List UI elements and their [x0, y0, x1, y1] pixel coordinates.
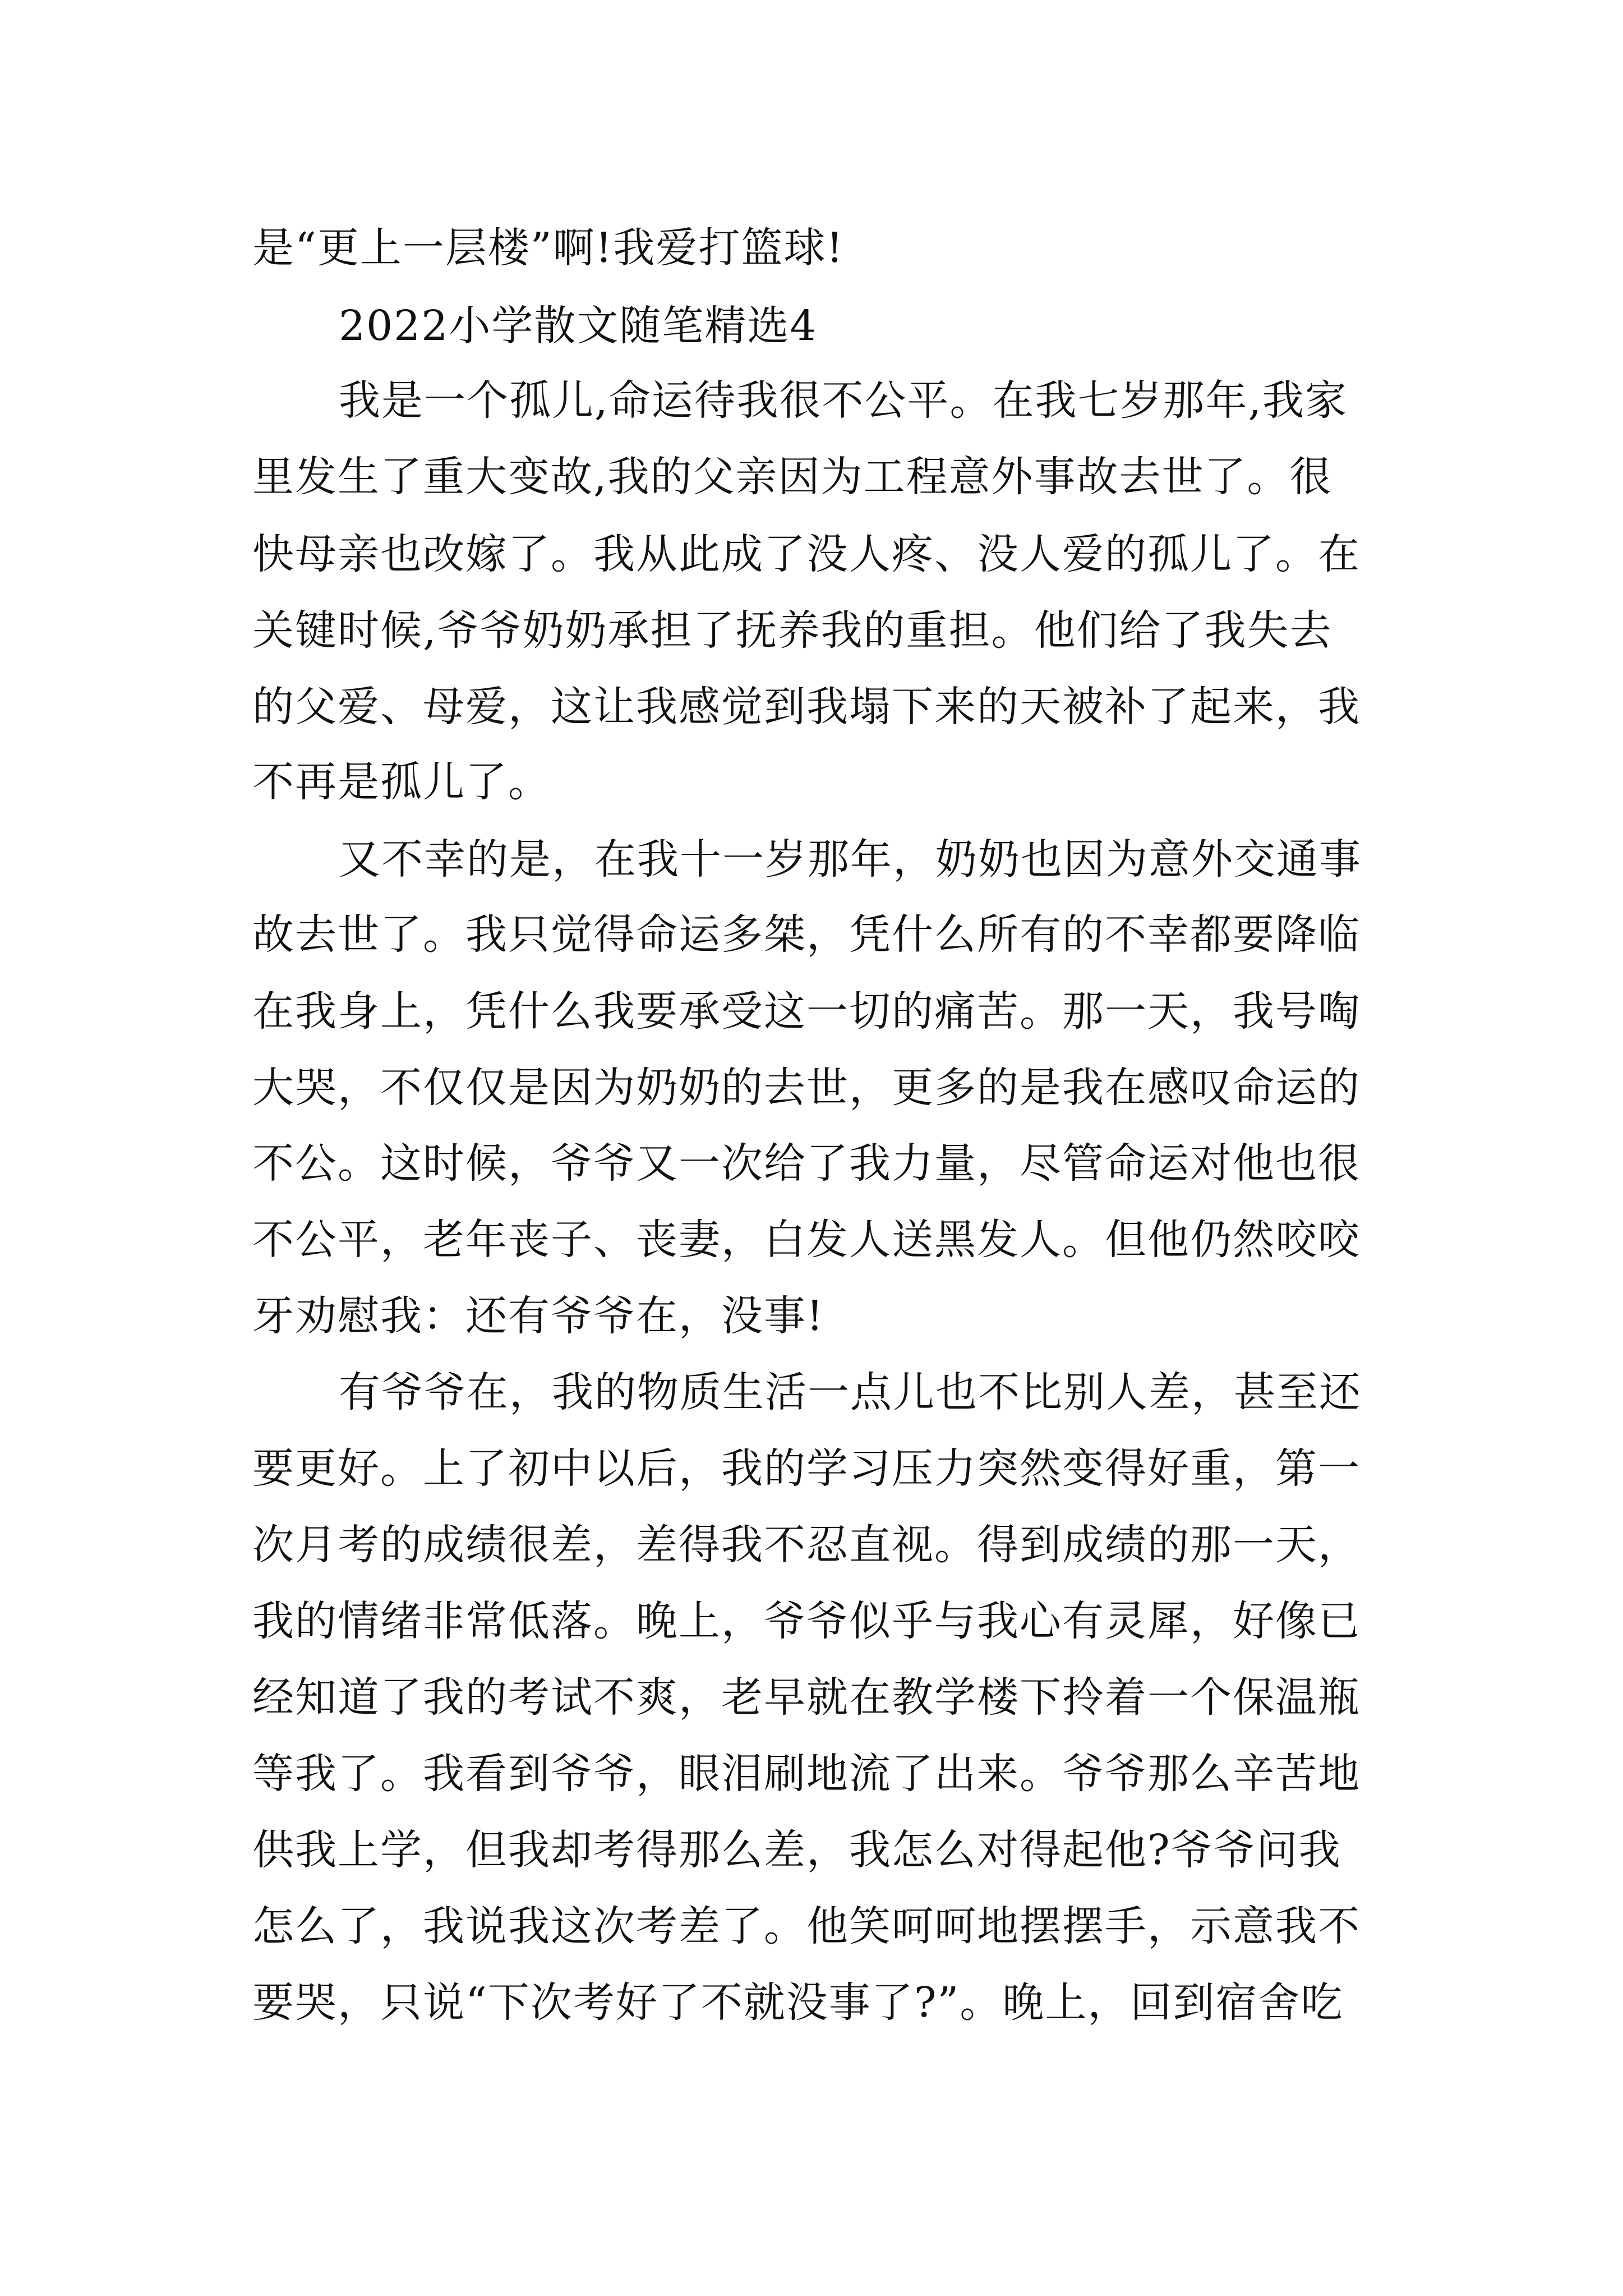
text-line: 供我上学，但我却考得那么差，我怎么对得起他?爷爷问我	[252, 1826, 1341, 1874]
text-line: 我是一个孤儿,命运待我很不公平。在我七岁那年,我家	[339, 376, 1348, 425]
text-line: 是“更上一层楼”啊!我爱打篮球!	[252, 224, 845, 272]
text-line: 等我了。我看到爷爷，眼泪刷地流了出来。爷爷那么辛苦地	[252, 1750, 1361, 1798]
text-line: 又不幸的是，在我十一岁那年，奶奶也因为意外交通事	[339, 835, 1362, 884]
text-line: 里发生了重大变故,我的父亲因为工程意外事故去世了。很	[252, 453, 1332, 501]
text-line: 不公。这时候，爷爷又一次给了我力量，尽管命运对他也很	[252, 1139, 1361, 1188]
text-line: 快母亲也改嫁了。我从此成了没人疼、没人爱的孤儿了。在	[252, 530, 1361, 578]
text-line: 要更好。上了初中以后，我的学习压力突然变得好重，第一	[252, 1444, 1361, 1493]
text-line: 我的情绪非常低落。晚上，爷爷似乎与我心有灵犀，好像已	[252, 1597, 1361, 1645]
text-line: 有爷爷在，我的物质生活一点儿也不比别人差，甚至还	[339, 1368, 1362, 1416]
text-line: 不再是孤儿了。	[252, 758, 551, 806]
text-line: 牙劝慰我：还有爷爷在，没事!	[252, 1292, 824, 1340]
text-line: 次月考的成绩很差，差得我不忍直视。得到成绩的那一天，	[252, 1521, 1361, 1569]
text-line: 关键时候,爷爷奶奶承担了抚养我的重担。他们给了我失去	[252, 606, 1332, 655]
text-line: 要哭，只说“下次考好了不就没事了?”。晚上，回到宿舍吃	[252, 1978, 1344, 2027]
text-line: 不公平，老年丧子、丧妻，白发人送黑发人。但他仍然咬咬	[252, 1216, 1361, 1264]
text-line: 的父爱、母爱，这让我感觉到我塌下来的天被补了起来，我	[252, 683, 1361, 731]
text-line: 大哭，不仅仅是因为奶奶的去世，更多的是我在感叹命运的	[252, 1064, 1361, 1112]
section-heading: 2022小学散文随笔精选4	[339, 302, 818, 350]
text-line: 故去世了。我只觉得命运多桀，凭什么所有的不幸都要降临	[252, 910, 1361, 959]
text-line: 在我身上，凭什么我要承受这一切的痛苦。那一天，我号啕	[252, 987, 1361, 1036]
text-line: 怎么了，我说我这次考差了。他笑呵呵地摆摆手，示意我不	[252, 1902, 1361, 1950]
text-line: 经知道了我的考试不爽，老早就在教学楼下拎着一个保温瓶	[252, 1673, 1361, 1722]
